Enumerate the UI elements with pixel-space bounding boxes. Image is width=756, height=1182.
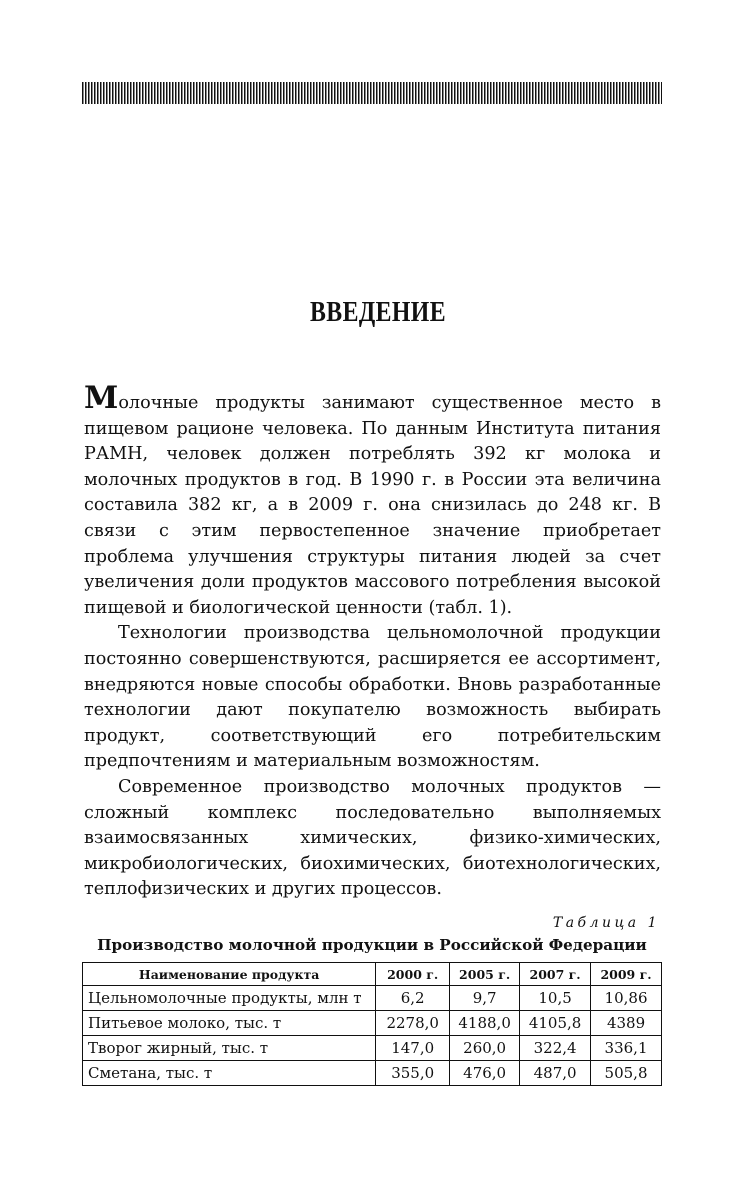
table-cell: 505,8 xyxy=(591,1061,662,1086)
page-title: ВВЕДЕНИЕ xyxy=(310,296,446,328)
table-cell: 476,0 xyxy=(450,1061,520,1086)
table-cell: Питьевое молоко, тыс. т xyxy=(83,1011,376,1036)
table-cell: Сметана, тыс. т xyxy=(83,1061,376,1086)
header-decorative-rule xyxy=(82,82,662,104)
table-row xyxy=(83,1011,662,1036)
table-row xyxy=(83,1036,662,1061)
table-cell: Цельномолочные продукты, млн т xyxy=(83,986,376,1011)
table-cell: Творог жирный, тыс. т xyxy=(83,1036,376,1061)
table-cell: 322,4 xyxy=(520,1036,591,1061)
table-cell: 4389 xyxy=(591,1011,662,1036)
table-cell: 147,0 xyxy=(376,1036,450,1061)
production-table xyxy=(82,962,662,1086)
table-title: Производство молочной продукции в Российской Федерации xyxy=(97,936,647,954)
table-cell: 9,7 xyxy=(450,986,520,1011)
table-caption: Таблица 1 xyxy=(552,915,660,931)
table-row xyxy=(83,986,662,1011)
header-cell: 2005 г. xyxy=(450,963,520,986)
paragraph-1-text: олочные продукты занимают существенное место в пищевом рационе человека. По данным Института питания РАМН, человек должен потреблять 392 кг молока и молочных продуктов в год. В 1990 г. в России эта величина составила 382 кг, а в 2009 г. она снизилась до 248 кг. В связи с этим первостепенное значение приобретает проблема улучшения структуры питания людей за счет увеличения доли продуктов массового потребления высокой пищевой и биологической ценности (табл. 1). xyxy=(84,393,661,618)
drop-cap: М xyxy=(84,380,119,416)
paragraph-1 xyxy=(84,380,661,621)
table-cell: 260,0 xyxy=(450,1036,520,1061)
table-cell: 4105,8 xyxy=(520,1011,591,1036)
header-cell: 2000 г. xyxy=(376,963,450,986)
table-cell: 355,0 xyxy=(376,1061,450,1086)
table-row xyxy=(83,1061,662,1086)
table-cell: 4188,0 xyxy=(450,1011,520,1036)
table-cell: 10,5 xyxy=(520,986,591,1011)
table-cell: 487,0 xyxy=(520,1061,591,1086)
table-cell: 6,2 xyxy=(376,986,450,1011)
paragraph-2: Технологии производства цельномолочной продукции постоянно совершенствуются, расширяется ее ассортимент, внедряются новые способы обработки. Вновь разработанные технологии дают покупателю возможность выбирать продукт, соответствующий его потребительским предпочтениям и материальным возможностям. xyxy=(84,623,661,772)
header-cell: 2007 г. xyxy=(520,963,591,986)
body-text xyxy=(84,380,661,903)
header-cell: Наименование продукта xyxy=(83,963,376,986)
table-cell: 2278,0 xyxy=(376,1011,450,1036)
header-cell: 2009 г. xyxy=(591,963,662,986)
table-cell: 336,1 xyxy=(591,1036,662,1061)
table-header-row xyxy=(83,963,662,986)
paragraph-3: Современное производство молочных продуктов — сложный комплекс последовательно выполняемых взаимосвязанных химических, физико-химических, микробиологических, биохимических, биотехнологических, теплофизических и других процессов. xyxy=(84,776,661,900)
table-cell: 10,86 xyxy=(591,986,662,1011)
